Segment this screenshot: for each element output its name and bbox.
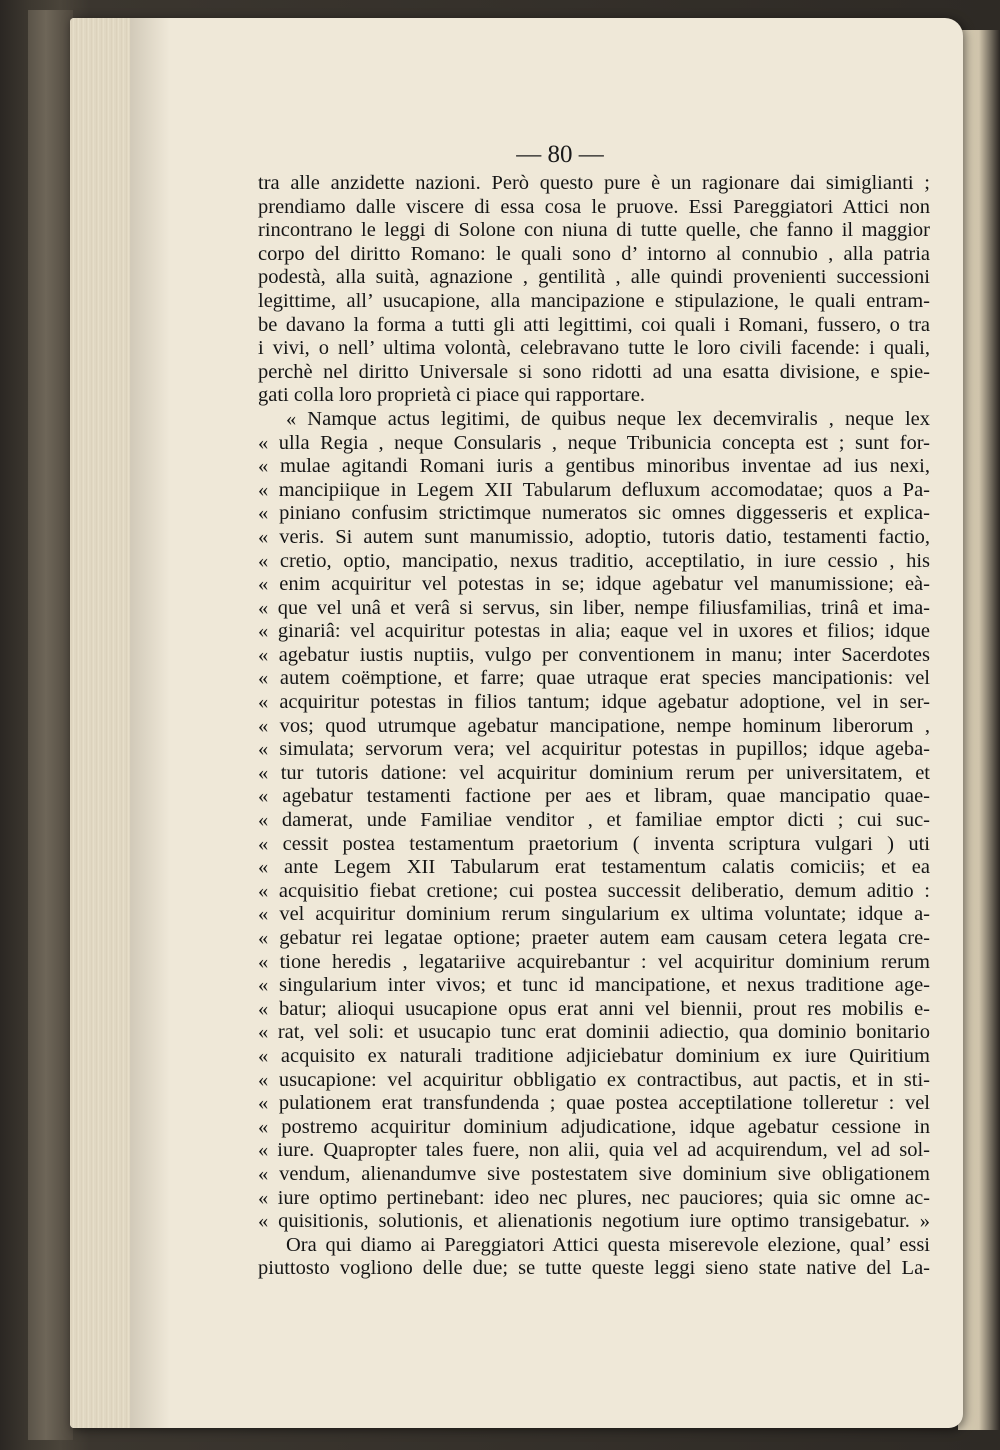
quote-line: « quisitionis, solutionis, et alienationis negotium iure optimo transigebatur. » <box>258 1210 930 1233</box>
quote-line: « ante Legem XII Tabularum erat testamentum calatis comiciis; et ea <box>258 856 930 879</box>
quote-line: « piniano confusim strictimque numeratos sic omnes diggesseris et explica- <box>258 502 930 525</box>
quote-line: « cessit postea testamentum praetorium ( inventa scriptura vulgari ) uti <box>258 832 930 855</box>
quote-line: « batur; alioqui usucapione opus erat anni vel biennii, prout res mobilis e- <box>258 997 930 1020</box>
quote-line: « iure. Quapropter tales fuere, non alii, quia vel ad acquirendum, vel ad sol- <box>258 1139 930 1162</box>
page-stack-edge <box>70 18 130 1428</box>
text-line: tra alle anzidette nazioni. Però questo pure è un ragionare dai simiglianti ; <box>258 172 930 194</box>
text-line: legittime, all’ usucapione, alla mancipazione e stipulazione, le quali entram- <box>258 289 930 312</box>
page-number: — 80 — <box>516 141 604 168</box>
quote-line: « ulla Regia , neque Consularis , neque Tribunicia concepta est ; sunt for- <box>258 431 930 454</box>
quote-line: « singularium inter vivos; et tunc id mancipatione, et nexus traditione age- <box>258 974 930 997</box>
text-line: gati colla loro proprietà ci piace qui rapportare. <box>258 384 646 407</box>
quote-line: « tur tutoris datione: vel acquiritur dominium rerum per universitatem, et <box>258 761 930 784</box>
book-cover-edge <box>28 10 73 1440</box>
quote-line: « tione heredis , legatariive acquirebantur : vel acquiritur dominium rerum <box>258 950 930 973</box>
quote-line: « vos; quod utrumque agebatur mancipatione, nempe hominum liberorum , <box>258 714 930 737</box>
quote-line: « cretio, optio, mancipatio, nexus traditio, acceptilatio, in iure cessio , his <box>258 549 930 572</box>
text-line: be davano la forma a tutti gli atti legittimi, coi quali i Romani, fussero, o tra <box>258 313 930 336</box>
quote-line: « ginariâ: vel acquiritur potestas in alia; eaque vel in uxores et filios; idque <box>258 620 930 643</box>
quote-line: « simulata; servorum vera; vel acquiritur potestas in pupillos; idque ageba- <box>258 738 930 761</box>
quote-line: « agebatur testamenti factione per aes et libram, quae mancipatio quae- <box>258 785 930 808</box>
quote-line: « acquisito ex naturali traditione adjiciebatur dominium ex iure Quiritium <box>258 1044 930 1067</box>
text-line: perchè nel diritto Universale si sono ridotti ad una esatta divisione, e spie- <box>258 360 930 383</box>
quote-line: « iure optimo pertinebant: ideo nec plures, nec pauciores; quia sic omne ac- <box>258 1186 930 1209</box>
text-line: Ora qui diamo ai Pareggiatori Attici questa miserevole elezione, qual’ essi <box>286 1233 930 1256</box>
quote-line: « enim acquiritur vel potestas in se; idque agebatur vel manumissione; eà- <box>258 573 930 596</box>
text-line: rincontrano le leggi di Solone con niuna di tutte quelle, che fanno il maggior <box>258 219 930 242</box>
quote-line: « mancipiique in Legem XII Tabularum defluxum accomodatae; quos a Pa- <box>258 478 930 501</box>
quote-line: « damerat, unde Familiae venditor , et familiae emptor dicti ; cui suc- <box>258 809 930 832</box>
quote-line: « agebatur iustis nuptiis, vulgo per conventionem in manu; inter Sacerdotes <box>258 643 930 666</box>
body-text <box>258 172 930 1281</box>
quote-line: « veris. Si autem sunt manumissio, adoptio, tutoris datio, testamenti factio, <box>258 525 930 548</box>
quote-line: « que vel unâ et verâ si servus, sin liber, nempe filiusfamilias, trinâ et ima- <box>258 596 930 619</box>
quote-line: « mulae agitandi Romani iuris a gentibus minoribus inventae ad ius nexi, <box>258 455 930 478</box>
quote-line: « autem coëmptione, et farre; quae utraque erat species mancipationis: vel <box>258 667 930 690</box>
quote-line: « acquisitio fiebat cretione; cui postea successit deliberatio, demum aditio : <box>258 879 930 902</box>
opposite-page-edge <box>958 30 1000 1430</box>
gutter-shadow <box>130 18 170 1428</box>
quote-line: « vendum, alienandumve sive postestatem sive dominium sive obligationem <box>258 1162 930 1185</box>
quote-line: « Namque actus legitimi, de quibus neque lex decemviralis , neque lex <box>286 407 930 430</box>
quote-line: « vel acquiritur dominium rerum singularium ex ultima voluntate; idque a- <box>258 903 930 926</box>
quote-line: « rat, vel soli: et usucapio tunc erat dominii adiectio, qua dominio bonitario <box>258 1021 930 1044</box>
quote-line: « postremo acquiritur dominium adjudicatione, idque agebatur cessione in <box>258 1115 930 1138</box>
quote-line: « acquiritur potestas in filios tantum; idque agebatur adoptione, vel in ser- <box>258 691 930 714</box>
text-line: piuttosto vogliono delle due; se tutte queste leggi sieno state native del La- <box>258 1257 930 1280</box>
quote-line: « gebatur rei legatae optione; praeter autem eam causam cetera legata cre- <box>258 927 930 949</box>
quote-line: « usucapione: vel acquiritur obbligatio ex contractibus, aut pactis, et in sti- <box>258 1068 930 1091</box>
text-line: prendiamo dalle viscere di essa cosa le pruove. Essi Pareggiatori Attici non <box>258 195 930 218</box>
text-line: corpo del diritto Romano: le quali sono d’ intorno al connubio , alla patria <box>258 242 930 265</box>
text-line: podestà, alla suità, agnazione , gentilità , alle quindi provenienti successioni <box>258 266 930 289</box>
text-line: i vivi, o nell’ ultima volontà, celebravano tutte le loro civili facende: i quali, <box>258 337 930 360</box>
quote-line: « pulationem erat transfundenda ; quae postea acceptilatione tolleretur : vel <box>258 1092 930 1115</box>
